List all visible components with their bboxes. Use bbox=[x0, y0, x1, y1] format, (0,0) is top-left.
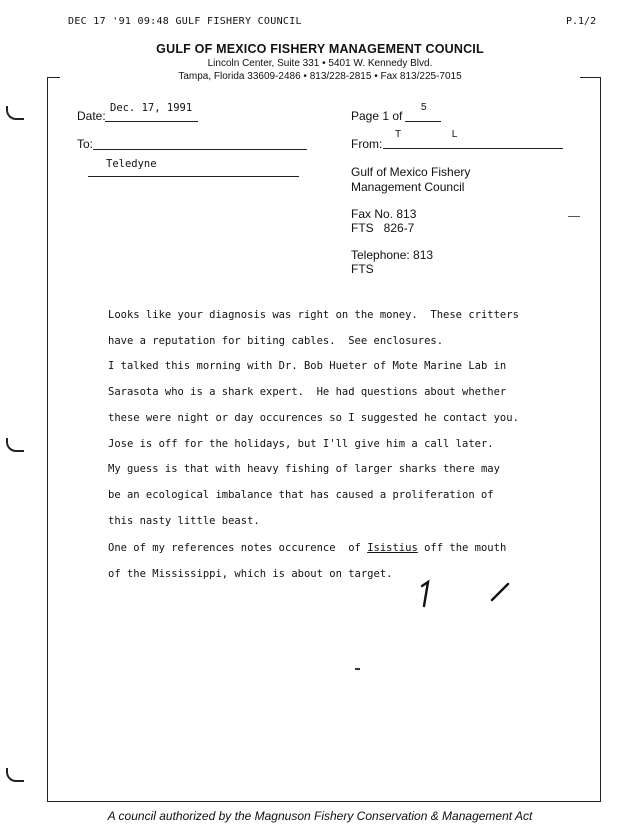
message-line: of the Mississippi, which is about on target. bbox=[108, 568, 393, 580]
to-line-2 bbox=[88, 176, 299, 177]
binder-hole-mark bbox=[6, 438, 24, 452]
fax-number-label: Fax No. 813 bbox=[351, 207, 417, 221]
date-label: Date: bbox=[77, 109, 106, 123]
message-line: Jose is off for the holidays, but I'll give him a call later. bbox=[108, 438, 494, 450]
message-line: Looks like your diagnosis was right on the money. These critters bbox=[108, 309, 519, 321]
from-org-line-2: Management Council bbox=[351, 180, 465, 194]
signature-mark bbox=[410, 578, 530, 610]
to-line bbox=[93, 149, 307, 150]
organization-contact: Tampa, Florida 33609-2486 • 813/228-2815 • Fax 813/225-7015 bbox=[60, 71, 580, 82]
message-line bbox=[108, 542, 506, 554]
message-line: My guess is that with heavy fishing of larger sharks there may bbox=[108, 463, 500, 475]
message-line: these were night or day occurences so I suggested he contact you. bbox=[108, 412, 519, 424]
binder-hole-mark bbox=[6, 768, 24, 782]
message-text: One of my references notes occurence of bbox=[108, 542, 368, 554]
fax-page-indicator: P.1/2 bbox=[566, 16, 597, 27]
date-line bbox=[105, 121, 198, 122]
footer-note: A council authorized by the Magnuson Fishery Conservation & Management Act bbox=[107, 809, 533, 823]
page-total: 5 bbox=[421, 102, 427, 113]
fax-transmission-header: DEC 17 '91 09:48 GULF FISHERY COUNCIL bbox=[68, 16, 302, 27]
message-line: Sarasota who is a shark expert. He had questions about whether bbox=[108, 386, 507, 398]
date-value: Dec. 17, 1991 bbox=[110, 102, 193, 114]
to-value: Teledyne bbox=[106, 158, 157, 170]
page-total-line bbox=[405, 121, 441, 122]
message-line: this nasty little beast. bbox=[108, 515, 260, 527]
species-name: Isistius bbox=[367, 542, 418, 554]
fts-label-2: FTS bbox=[351, 262, 374, 276]
message-line: be an ecological imbalance that has caused a proliferation of bbox=[108, 489, 494, 501]
message-text: off the mouth bbox=[417, 542, 507, 554]
telephone-label: Telephone: 813 bbox=[351, 248, 434, 262]
from-line bbox=[383, 148, 563, 149]
binder-hole-mark bbox=[6, 106, 24, 120]
message-line: have a reputation for biting cables. See enclosures. bbox=[108, 335, 444, 347]
page-label: Page 1 of bbox=[351, 109, 403, 123]
organization-address: Lincoln Center, Suite 331 • 5401 W. Kennedy Blvd. bbox=[207, 58, 433, 69]
scan-speck bbox=[568, 216, 580, 217]
message-line: I talked this morning with Dr. Bob Hueter of Mote Marine Lab in bbox=[108, 360, 507, 372]
organization-name: GULF OF MEXICO FISHERY MANAGEMENT COUNCIL bbox=[156, 42, 484, 56]
from-org-line-1: Gulf of Mexico Fishery bbox=[351, 165, 471, 179]
fts-label: FTS 826-7 bbox=[351, 221, 415, 235]
to-label: To: bbox=[77, 137, 94, 151]
from-value: T L bbox=[395, 129, 482, 140]
scan-speck bbox=[355, 668, 360, 670]
from-label: From: bbox=[351, 137, 383, 151]
